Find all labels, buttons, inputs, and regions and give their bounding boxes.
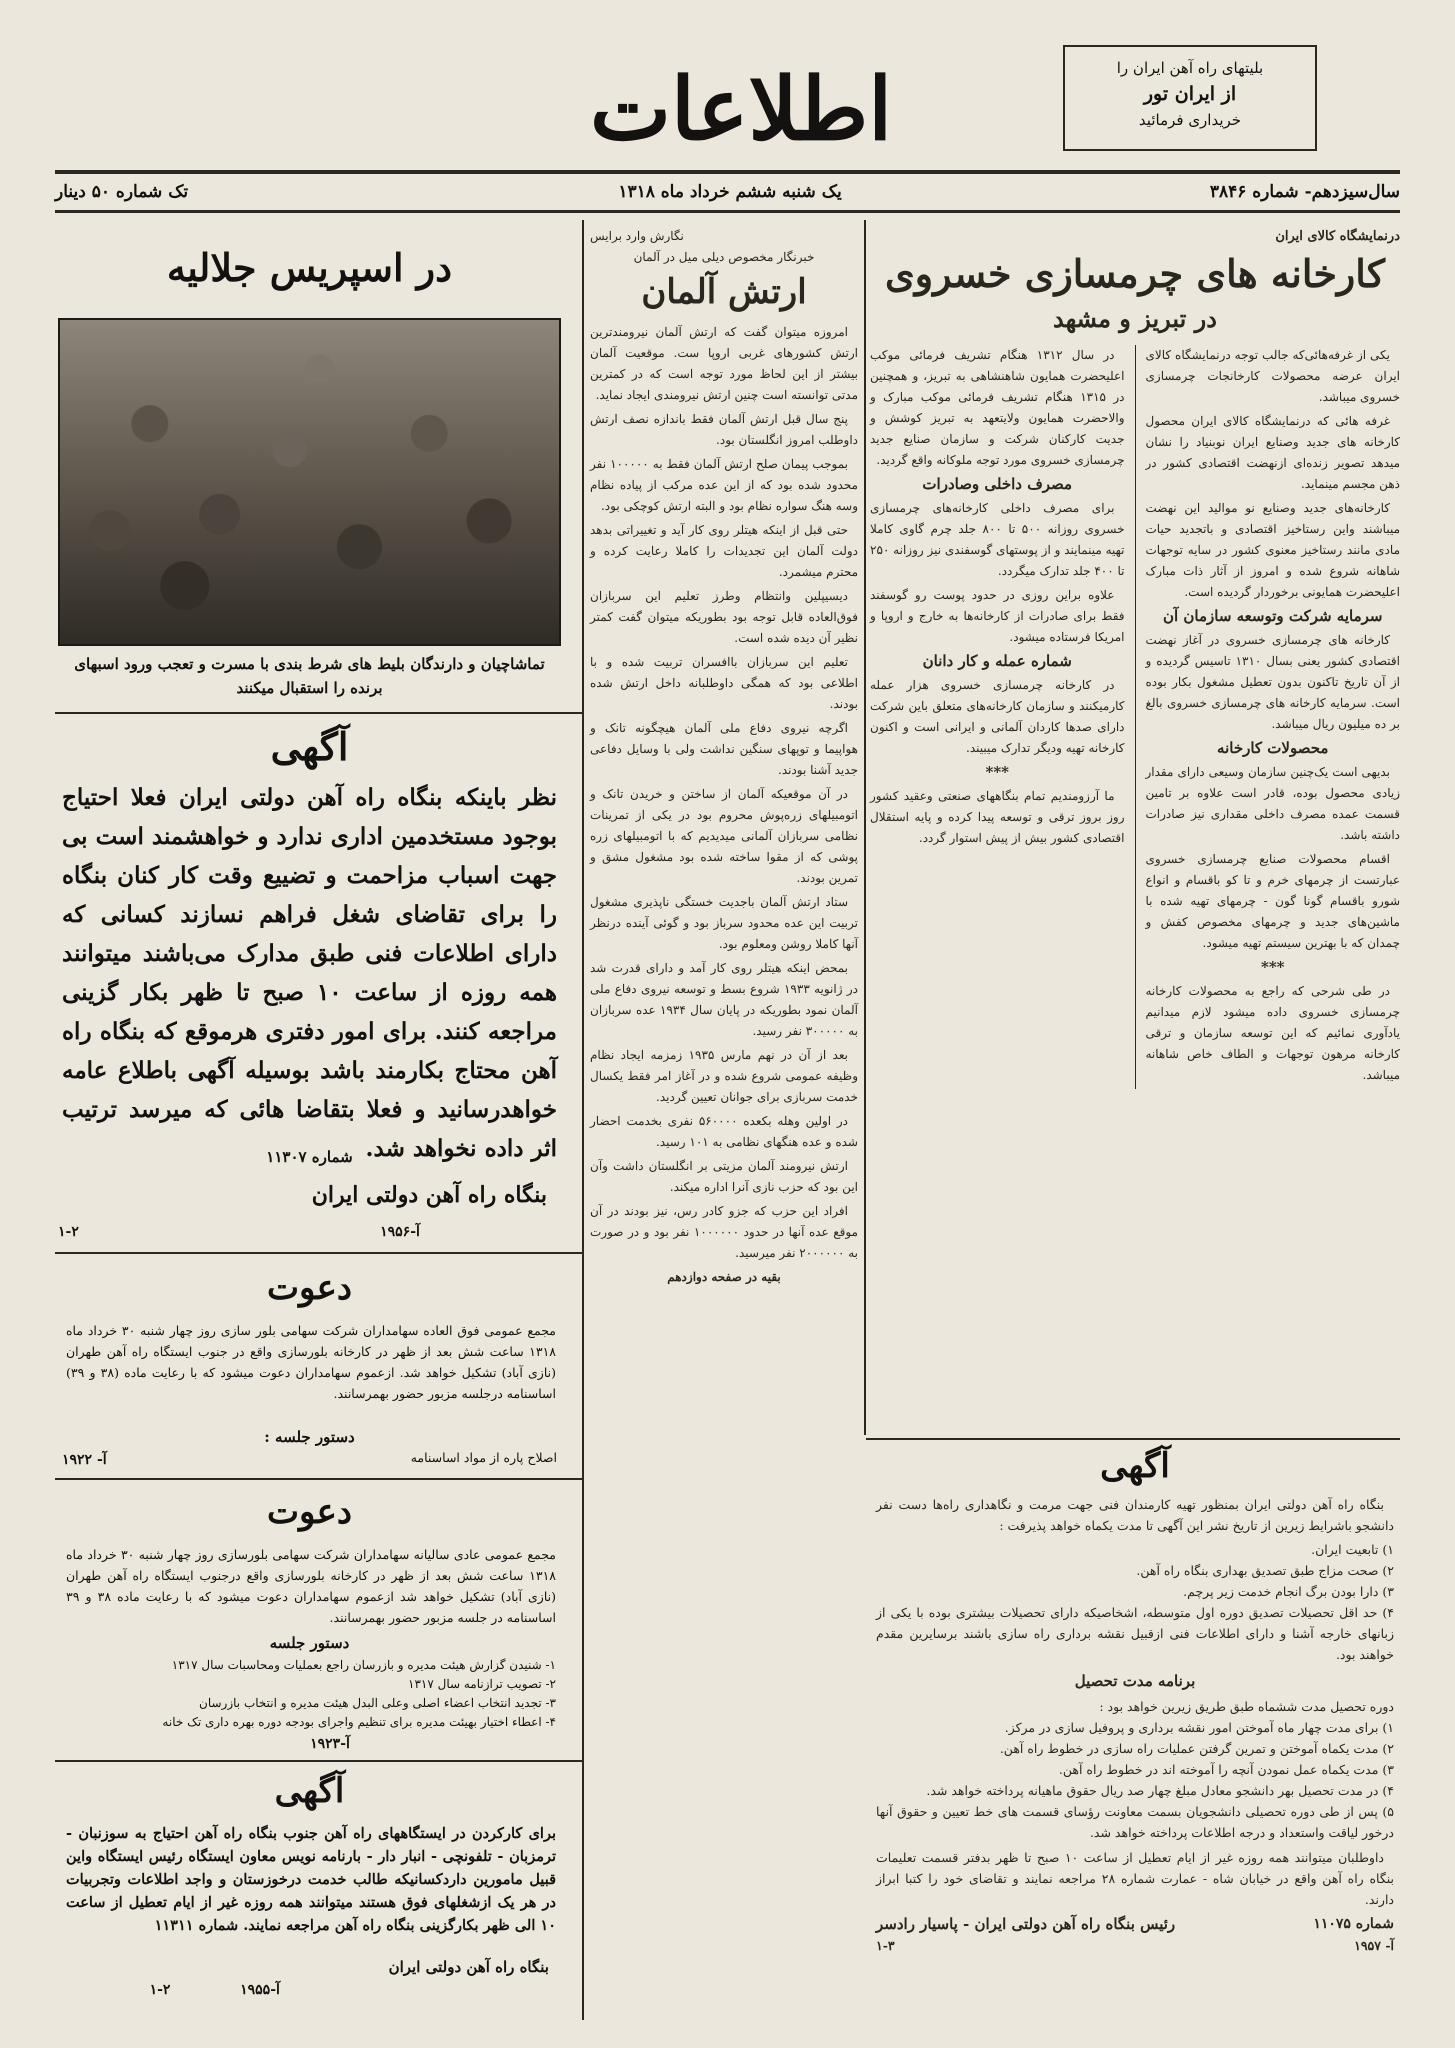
info-bar-rule	[55, 210, 1400, 213]
paragraph: افراد این حزب که جزو کادر رس، نیز بودند در آن موقع عده آنها در حدود ۱۰۰۰۰۰۰ نفر بود و در صورت به ۲۰۰۰۰۰۰ نفر میرسید.	[590, 1204, 858, 1260]
paragraph: یکی از غرفه‌هائی‌که جالب توجه درنمایشگاه کالای ایران عرضه محصولات کارخانجات چرمسازی خسروی میباشد.	[1145, 348, 1400, 404]
ad1-ref: آ-۱۹۵۶	[380, 1224, 420, 1240]
invite2-items	[66, 1656, 556, 1732]
ad-box-line3: خریداری فرمائید	[1138, 111, 1242, 129]
paragraph: دیسیپلین وانتظام وطرز تعلیم این سربازان فوق‌العاده قابل توجه بود بطوریکه میتوان گفت کمتر نظیر آن دیده شده است.	[590, 589, 858, 645]
paragraph: علاوه براین روزی در حدود پوست رو گوسفند فقط برای صادرات از کارخانه‌ها به خارج و اروپا و امریکا فرستاده میشود.	[870, 588, 1125, 644]
right-subcolumn-b	[870, 345, 1125, 1089]
issue-date: یک شنبه ششم خرداد ماه ۱۳۱۸	[618, 182, 842, 202]
ad-box	[1063, 45, 1317, 151]
ad2-text: برای کارکردن در ایستگاههای راه آهن جنوب بنگاه راه آهن احتیاج به سوزنبان - ترمزبان - تلفونچی - انبار دار - بارنامه نویس معاون ایستگاه رئیس ایستگاه واین قبیل مامورین داردکسانیکه طالب خدمت درخوزستان و واجد اطلاعات وتجربیات در هر یک ازشغلهای فوق هستند میتوانند همه روزه غیر از ایام تعطیل از ساعت ۱۰ الی ظهر بکارگزینی بنگاه راه آهن مراجعه نمایند. شماره ۱۱۳۱۱	[66, 1825, 556, 1934]
ad1-number: شماره ۱۱۳۰۷	[266, 1148, 353, 1166]
invite1-ref: آ- ۱۹۲۲	[62, 1452, 107, 1468]
paragraph: بمحض اینکه هیتلر روی کار آمد و دارای قدرت شد در ژانویه ۱۹۳۳ شروع بسط و توسعه نیروی دفاع ملی آلمان نمود بطوریکه در پایان سال ۱۹۳۴ عده سربازان به ۳۰۰۰۰۰ نفر رسید.	[590, 961, 858, 1038]
ad2-title: آگهی	[274, 1771, 345, 1811]
bottom-ad-number: شماره ۱۱۰۷۵	[1313, 1916, 1394, 1932]
ad2-ref2: ۱-۲	[149, 1982, 171, 1998]
invite2-ref: آ-۱۹۲۳	[310, 1736, 350, 1752]
agenda-item: ۱- شنیدن گزارش هیئت مدیره و بازرسان راجع بعملیات ومحاسبات سال ۱۳۱۷	[171, 1658, 556, 1672]
bottom-ad-closing: داوطلبان میتوانند همه روزه غیر از ایام تعطیل از ساعت ۱۰ صبح تا ظهر بدفتر قسمت تعلیمات بنگاه راه آهن واقع در خیابان شاه - عمارت شماره ۲۸ مراجعه نمایند و تقاضای خود را کتبا ابراز دارند.	[876, 1850, 1394, 1907]
program-item: ۴) در مدت تحصیل بهر دانشجو معادل مبلغ چهار صد ریال حقوق ماهیانه پرداخته خواهد شد.	[926, 1783, 1394, 1798]
photo-headline: در اسپریس جلالیه	[166, 245, 453, 290]
program-intro: دوره تحصیل مدت ششماه طبق طریق زیرین خواهد بود :	[1099, 1699, 1394, 1714]
rule	[55, 1478, 582, 1480]
bottom-ad-body	[876, 1494, 1394, 2034]
rule	[55, 1252, 582, 1254]
subheading: محصولات کارخانه	[1217, 739, 1329, 757]
invite1-title: دعوت	[267, 1268, 352, 1308]
masthead-title: اطلاعات	[590, 59, 893, 160]
invite2-text: مجمع عمومی عادی سالیانه سهامداران شرکت سهامی بلورسازی روز چهار شنبه ۳۰ خرداد ماه ۱۳۱۸ ساعت شش بعد از ظهر در کارخانه بلورسازی واقع درجنوب ایستگاه راه آهن طهران (نازی آباد) تشکیل خواهد شد ازعموم سهامداران دعوت میشود که با رعایت ماده ۳۸ و ۳۹ اساسنامه در جلسه مزبور حضور بهمرسانند.	[66, 1547, 557, 1625]
continued-note: بقیه در صفحه دوازدهم	[667, 1270, 781, 1284]
top-rule	[55, 170, 1400, 174]
condition-item: ۲) صحت مزاج طبق تصدیق بهداری بنگاه راه آهن.	[1136, 1563, 1394, 1578]
paragraph: ارتش نیرومند آلمان مزیتی بر انگلستان داشت وآن این بود که حزب نازی آنرا اداره میکند.	[590, 1159, 858, 1194]
paragraph: کارخانه‌های جدید وصنایع نو موالید این نهضت میباشند واین رستاخیز اقتصادی و باتجدید حیات مادی مانند رستاخیز معنوی کشور در سایه توجهات شاهانه شروع شده و امروز از آثار ذات مبارک اعلیحضرت همایونی برخوردار گردیده است.	[1145, 501, 1400, 599]
paragraph: برای مصرف داخلی کارخانه‌های چرمسازی خسروی روزانه ۵۰۰ تا ۸۰۰ جلد چرم گاوی کاملا تهیه مینمایند و از پوستهای گوسفندی نیز روزانه ۲۵۰ تا ۴۰۰ جلد تدارک میگردد.	[870, 501, 1125, 578]
paragraph: پنج سال قبل ارتش آلمان فقط باندازه نصف ارتش داوطلب امروز انگلستان بود.	[590, 412, 858, 447]
bottom-ad-signature: رئیس بنگاه راه آهن دولتی ایران - پاسیار رادسر	[876, 1915, 1176, 1933]
condition-item: ۱) تابعیت ایران.	[1311, 1542, 1394, 1557]
bottom-ad-intro: بنگاه راه آهن دولتی ایران بمنظور تهیه کارمندان فنی جهت مرمت و نگاهداری راه‌ها دست نفر دانشجو باشرایط زیرین از تاریخ نشر این آگهی تا مدت یکماه خواهد پذیرفت :	[876, 1497, 1394, 1533]
subheading: مصرف داخلی وصادرات	[922, 475, 1073, 493]
rule	[55, 1760, 582, 1762]
stars: ***	[985, 763, 1010, 781]
issue-number: سال‌سیزدهم- شماره ۳۸۴۶	[1209, 182, 1400, 202]
ad-box-line1: بلیتهای راه آهن ایران را	[1116, 59, 1264, 77]
paragraph: کارخانه های چرمسازی خسروی در آغاز نهضت اقتصادی کشور یعنی بسال ۱۳۱۰ تاسیس گردیده و از آن تاریخ تاکنون بدون تعطیل مشغول بکار بوده است. سرمایه کارخانه های چرمسازی خسروی بالغ بر ده میلیون ریال میباشد.	[1145, 633, 1400, 731]
bottom-ad-ref: آ- ۱۹۵۷	[1354, 1938, 1394, 1953]
column-rule-right	[864, 220, 866, 1435]
program-item: ۱) برای مدت چهار ماه آموختن امور نقشه برداری و پروفیل سازی در مرکز.	[1004, 1720, 1394, 1735]
photo-caption: تماشاچیان و دارندگان بلیط های شرط بندی با مسرت و تعجب ورود اسبهای برنده را استقبال میکنند	[74, 655, 545, 697]
condition-item: ۴) حد اقل تحصیلات تصدیق دوره اول متوسطه، اشخاصیکه دارای تحصیلات بیشتری بوده با یکی از زبانهای خارجه آشنا و دارای اطلاعات فنی ازقبیل نقشه برداری راه سازی باشند برسایرین مقدم خواهند بود.	[876, 1605, 1394, 1662]
invite1-text: مجمع عمومی فوق العاده سهامداران شرکت سهامی بلور سازی روز چهار شنبه ۳۰ خرداد ماه ۱۳۱۸ ساعت شش بعد از ظهر در کارخانه بلورسازی واقع در جنوب ایستگاه راه آهن طهران (نازی آباد) تشکیل خواهد شد. ازعموم سهامداران دعوت میشود که با رعایت ماده (۳۸ و ۳۹) اساسنامه درجلسه مزبور حضور بهمرسانند.	[66, 1323, 556, 1401]
paragraph: در آن موقعیکه آلمان از ساختن و خریدن تانک و اتومبیلهای زره‌پوش محروم بود در یکی از تمرینات نظامی سربازان آلمانی میدیدیم که با اتومبیلهای زره پوشی که از مقوا ساخته شده بود مشغول مشق و تمرین بودند.	[590, 787, 858, 885]
column-rule-left	[582, 220, 584, 2020]
ad1-ref2: ۱-۲	[58, 1224, 79, 1240]
paragraph: تعلیم این سربازان باافسران تربیت شده و با اطلاعی بود که همگی داوطلبانه داخل ارتش شده بودند.	[590, 655, 858, 711]
rule	[55, 712, 582, 714]
paragraph: غرفه هائی که درنمایشگاه کالای ایران محصول کارخانه های جدید وصنایع ایران نوبنیاد را نشان میدهد تصویر زنده‌ای ازنهضت اقتصادی کشور در ذهن مجسم مینماید.	[1145, 414, 1400, 491]
right-subcolumn-a	[1146, 345, 1401, 1089]
right-kicker: درنمایشگاه کالای ایران	[1275, 229, 1400, 244]
paragraph: بدیهی است یک‌چنین سازمان وسیعی دارای مقدار زیادی محصول بوده، قادر است علاوه بر تامین قسمت عمده مصرف داخلی مقداری نیز صادرات داشته باشد.	[1145, 765, 1400, 842]
paragraph: بعد از آن در نهم مارس ۱۹۳۵ زمزمه ایجاد نظام وظیفه عمومی شروع شده و در آغاز امر فقط یکسال خدمت سربازی برای جوانان تعیین گردید.	[590, 1048, 858, 1104]
ad1-text: نظر باینکه بنگاه راه آهن دولتی ایران فعلا احتیاج بوجود مستخدمین اداری ندارد و خواهشمند است بی جهت اسباب مزاحمت و تضییع وقت کار کنان بنگاه را برای تقاضای شغل فراهم نسازند کسانی که دارای اطلاعات فنی طبق مدارک می‌باشند میتوانند همه روزه از ساعت ۱۰ صبح تا ظهر بکار گزینی مراجعه کنند. برای امور دفتری هرموقع که بنگاه راه آهن محتاج بکارمند باشد بوسیله آگهی باطلاع عامه خواهدرسانید و فعلا بتقاضا هائی که میرسد ترتیب اثر داده نخواهد شد.	[62, 784, 558, 1162]
right-column	[870, 226, 1400, 1426]
invite2-title: دعوت	[267, 1492, 352, 1532]
subheading: سرمایه شرکت وتوسعه سازمان آن	[1163, 607, 1383, 625]
bottom-ad-ref2: ۱-۳	[876, 1938, 895, 1953]
paragraph: امروزه میتوان گفت که ارتش آلمان نیرومندترین ارتش کشورهای غربی اروپا ست. موقعیت آلمان بیشتر از این لحاظ مورد توجه است که در کمترین مدتی توانسته است چنین ارتش نیرومندی ایجاد نماید.	[590, 325, 858, 402]
subcolumn-rule	[1135, 345, 1136, 1089]
program-title: برنامه مدت تحصیل	[1074, 1672, 1196, 1690]
invite1-agenda: دستور جلسه :	[264, 1428, 355, 1446]
ad-box-line2: از ایران تور	[1143, 83, 1237, 105]
crowd-photo	[58, 318, 561, 646]
paragraph: اگرچه نیروی دفاع ملی آلمان هیچگونه تانک و هواپیما و توپهای سنگین نداشت ولی با وسایل دفاعی جدید آشنا بودند.	[590, 721, 858, 777]
paragraph: ما آرزومندیم تمام بنگاههای صنعتی وعقید کشور روز بروز ترقی و توسعه پیدا کرده و پایه استقلال اقتصادی کشور بیش از پیش استوار گردد.	[870, 789, 1125, 845]
condition-item: ۳) دارا بودن برگ انجام خدمت زیر پرچم.	[1183, 1584, 1394, 1599]
middle-headline: ارتش آلمان	[641, 272, 807, 312]
paragraph: در سال ۱۳۱۲ هنگام تشریف فرمائی موکب اعلیحضرت همایون شاهنشاهی به تبریز، و همچنین در ۱۳۱۵ هنگام تشریف فرمائی موکب مبارک و والاحضرت همایون ولایتعهد به تبریز کوشش و جدیت کارکنان شرکت و سازمان صنایع جدید چرمسازی خسروی مورد توجه ملوکانه واقع گردید.	[870, 348, 1125, 467]
invite1-item: اصلاح پاره از مواد اساسنامه	[410, 1450, 557, 1465]
bottom-ad-title: آگهی	[1100, 1446, 1170, 1486]
agenda-item: ۲- تصویب ترازنامه سال ۱۳۱۷	[408, 1677, 556, 1691]
stars: ***	[1260, 958, 1285, 976]
agenda-item: ۴- اعطاء اختیار بهیئت مدیره برای تنظیم واجرای بودجه دوره بهره داری تک خانه	[162, 1715, 556, 1729]
ad1-title: آگهی	[270, 724, 349, 769]
paragraph: بموجب پیمان صلح ارتش آلمان فقط به ۱۰۰۰۰۰ نفر محدود شده بود که از این عده مرکب از پیاده نظام وسه هنگ سواره نظام بود و البته ارتش کوچکی بود.	[590, 457, 858, 513]
program-item: ۵) پس از طی دوره تحصیلی دانشجویان بسمت معاونت رؤسای قسمت های خط تعیین و حقوق آنها درخور لیاقت واستعداد و درجه اطلاعات پرداخته خواهد شد.	[876, 1804, 1394, 1840]
ad2-ref: آ-۱۹۵۵	[240, 1982, 280, 1998]
program-item: ۳) مدت یکماه عمل نمودن آنچه را آموخته اند در خطوط راه آهن.	[1058, 1762, 1394, 1777]
program-item: ۲) مدت یکماه آموختن و تمرین گرفتن عملیات راه سازی در خطوط راه آهن.	[999, 1741, 1394, 1756]
issue-price: تک شماره ۵۰ دینار	[55, 182, 189, 202]
paragraph: ستاد ارتش آلمان باجدیت خستگی ناپذیری مشغول تربیت این عده محدود سرباز بود و گوئی آینده درنظر آنها کاملا روشن ومعلوم بود.	[590, 895, 858, 951]
ad1-signature: بنگاه راه آهن دولتی ایران	[311, 1182, 547, 1208]
right-headline: کارخانه های چرمسازی خسروی	[885, 251, 1385, 296]
paragraph: اقسام محصولات صنایع چرمسازی خسروی عبارتست از چرمهای خرم و تا کو باقسام و انواع شورو باقسام گونا گون - چرمهای تهیه شده با ماشین‌های جدید و چرمهای مخصوص کفش و چمدان که با بهترین سیستم تهیه میشود.	[1145, 852, 1400, 950]
invite2-agenda: دستور جلسه	[269, 1634, 350, 1652]
middle-column	[590, 226, 858, 2026]
paragraph: در طی شرحی که راجع به محصولات کارخانه چرمسازی خسروی داده میشود لازم میدانیم یادآوری نمائیم که این توسعه سازمان و ترقی کارخانه مرهون توجهات و الطاف خاص شاهانه میباشد.	[1145, 984, 1400, 1082]
subheading: شماره عمله و کار دانان	[922, 652, 1072, 670]
agenda-item: ۳- تجدید انتخاب اعضاء اصلی وعلی البدل هیئت مدیره و انتخاب بازرسان	[199, 1696, 556, 1710]
byline-author: نگارش وارد برایس	[590, 229, 684, 243]
paragraph: در کارخانه چرمسازی خسروی هزار عمله کارمیکنند و سازمان کارخانه‌های متعلق باین شرکت دارای صدها کاردان آلمانی و ایرانی است و اکنون کارخانه تهیه ودیگر تدارک میبیند.	[870, 678, 1125, 755]
byline-role: خبرنگار مخصوص دیلی میل در آلمان	[633, 250, 815, 264]
right-subheadline: در تبریز و مشهد	[1053, 304, 1217, 333]
paragraph: حتی قبل از اینکه هیتلر روی کار آید و تغییراتی بدهد دولت آلمان این تجدیدات را کاملا رعایت کرده و محترم میشمرد.	[590, 523, 858, 579]
ad2-signature: بنگاه راه آهن دولتی ایران	[388, 1958, 549, 1976]
paragraph: در اولین وهله بکعده ۵۶۰۰۰۰ نفری بخدمت احضار شده و عده هنگهای نظامی به ۱۰۱ رسید.	[590, 1114, 858, 1149]
